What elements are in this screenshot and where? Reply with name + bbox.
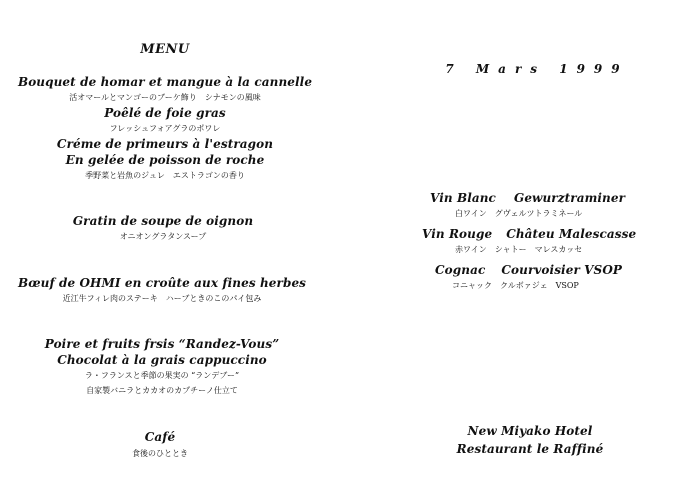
course-6-french: Poire et fruits frsis “Randez-Vous” (44, 337, 280, 351)
restaurant-name: Restaurant le Raffiné (456, 442, 604, 456)
wine-2-label: Vin Rouge (422, 227, 493, 241)
wine-3-label: Cognac (435, 263, 486, 277)
wine-row-2 (422, 225, 636, 243)
wine-row-1 (430, 189, 625, 207)
menu-title: MENU (140, 42, 190, 57)
course-4-french: Gratin de soupe de oignon (72, 214, 254, 228)
wine-1-name: Gewurztraminer (513, 191, 626, 205)
wine-1-label: Vin Blanc (430, 191, 496, 205)
course-7-french: Café (144, 430, 176, 444)
wine-2-japanese: 赤ワイン シャトー マレスカッセ (455, 245, 583, 254)
wine-3-name: Courvoisier VSOP (501, 263, 622, 277)
course-5-japanese: 近江牛フィレ肉のステーキ ハーブときのこのパイ包み (62, 294, 262, 303)
course-1-japanese: 活オマールとマンゴーのブーケ飾り シナモンの風味 (69, 93, 261, 102)
wine-1-japanese: 白ワイン グヴェルツトラミネール (455, 209, 583, 218)
menu-date: 7 Mars 1999 (445, 62, 629, 76)
course-5-french: Bœuf de OHMI en croûte aux fines herbes (17, 276, 307, 290)
course-6b-japanese: 自家製バニラとカカオのカプチーノ仕立て (86, 386, 238, 395)
hotel-name: New Miyako Hotel (467, 424, 593, 438)
course-3-japanese: 季野菜と岩魚のジュレ エストラゴンの香り (85, 171, 245, 180)
wine-row-3 (435, 261, 622, 279)
course-1-french: Bouquet de homar et mangue à la cannelle (17, 75, 313, 89)
wine-2-name: Châteu Malescasse (506, 227, 637, 241)
course-4-japanese: オニオングラタンスープ (119, 232, 207, 241)
course-3b-french: En gelée de poisson de roche (65, 153, 265, 167)
wine-3-japanese: コニャック クルボァジェ VSOP (452, 281, 579, 290)
course-2-japanese: フレッシュフォアグラのポワレ (109, 124, 221, 133)
course-7-japanese: 食後のひととき (132, 449, 188, 458)
course-6b-french: Chocolat à la grais cappuccino (57, 353, 267, 367)
course-6-japanese: ラ・フランスと季節の果実の “ランデブー” (84, 371, 240, 380)
course-3-french: Créme de primeurs à l'estragon (56, 137, 274, 151)
course-2-french: Poêlé de foie gras (104, 106, 226, 120)
